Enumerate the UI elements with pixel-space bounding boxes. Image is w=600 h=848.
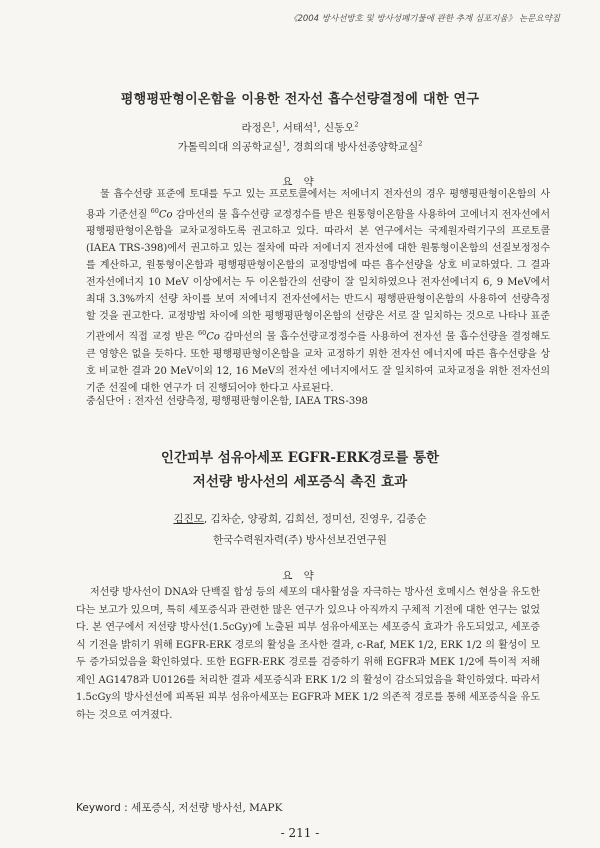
author-name: 서태석 [282,122,314,134]
affiliation-name: 가톨릭의대 의공학교실 [177,141,283,153]
keyword-label: Keyword : [76,802,132,814]
first-author: 김진모 [173,513,204,525]
author-name: 신동오 [323,122,355,134]
affiliation-name: 경희의대 방사선종양학교실 [293,141,419,153]
author-sup: 1 [271,120,277,129]
running-header: 《2004 방사선방호 및 방사성폐기물에 관한 추계 심포지움》 논문요약집 [288,14,560,24]
co-authors: , 김차순, 양광희, 김희선, 정미선, 진영우, 김종순 [203,513,427,525]
isotope-mass: 60 [150,207,159,215]
paper2-keywords [76,800,282,815]
paper1-keywords: 중심단어 : 전자선 선량측정, 평행평판형이온함, IAEA TRS-398 [86,396,368,407]
abstract-text: 감마선의 물 흡수선량교정정수를 사용하여 전자선 물 흡수선량을 결정해도 큰 영향은 없을 듯하다. 또한 평행평판형이온함을 교차 교정하기 위한 전자선 에너지에 따른 흡수선량을 상호 비교한 결과 20 MeV이외 12, 16 MeV의 전자선 에너지에서도 잘 일치하여 교차교정을 위한 전자선의 기준 선질에 대한 연구가 더 진행되어야 한다고 사료된다. [86,331,550,394]
author-sup: 2 [354,120,359,129]
page-number: - 211 - [280,826,320,840]
paper1-abstract-heading: 요 약 [282,176,318,188]
isotope-symbol: Co [158,209,173,221]
paper1-title: 평행평판형이온함을 이용한 전자선 흡수선량결정에 대한 연구 [120,92,480,107]
abstract-text: 물 흡수선량 표준에 토대를 두고 있는 프로토콜에서는 저에너지 전자선의 경우 평행평판형이온함의 사용과 기준선질 [86,189,550,221]
paper2-authors [0,511,600,526]
author-sup: 1 [313,120,318,129]
paper1-authors: 라정은$^1$, 서태석$^1$, 신동오$^2$ [241,120,359,134]
isotope-symbol: Co [206,331,220,343]
affiliation-sup: 2 [418,139,423,148]
abstract-text: 감마선의 물 흡수선량 교정정수를 받은 원통형이온함을 사용하여 고에너지 전자선에서 평행평판형이온함을 교차교정하도록 권고하고 있다. 따라서 본 연구에서는 국제원자력기구의 프로토콜(IAEA TRS-398)에서 권고하고 있는 절차에 따라 저에너지 전자선에 대한 원통형이온함의 선질보정정수를 계산하고, 원통형이온함과 평행평판형이온함의 교정방법에 따른 흡수선량을 상호 비교하였다. 그 결과 전자선에너지 10 MeV 이상에서는 두 이온함간의 선량이 잘 일치하였으나 전자선에너지 6, 9 MeV에서 최대 3.3%까지 선량 차이를 보여 저에너지 전자선에서는 반드시 평행판판형이온함의 사용하여 선량측정 할 것을 권고한다. 교정방법 차이에 의한 평행평판형이온함의 선량은 서로 잘 일치하는 것으로 나타나 표준기관에서 직접 교정 받은 [86,209,550,343]
paper2-title-line1: 인간피부 섬유아세포 EGFR-ERK경로를 통한 [160,450,440,466]
paper1-abstract [86,186,550,397]
paper2-affiliation: 한국수력원자력(주) 방사선보건연구원 [213,534,387,546]
affiliation-sup: 1 [282,139,287,148]
paper2-abstract-heading: 요 약 [282,570,318,582]
paper1-affiliations: 가톨릭의대 의공학교실$^1$, 경희의대 방사선종양학교실$^2$ [177,139,423,153]
keyword-values: 세포증식, 저선량 방사선, MAPK [131,802,283,814]
isotope-mass: 60 [197,329,207,338]
author-name: 라정은 [241,122,272,134]
paper2-title-line2: 저선량 방사선의 세포증식 촉진 효과 [192,474,408,490]
paper2-abstract: 저선량 방사선이 DNA와 단백질 합성 등의 세포의 대사활성을 자극하는 방사선 호메시스 현상을 유도한다는 보고가 있으며, 특히 세포증식과 관련한 많은 연구가 있으나 아직까지 구체적 기전에 대한 연구는 없었다. 본 연구에서 저선량 방사선(1.5cGy)에 노출된 피부 섬유아세포는 세포증식 효과가 유도되었고, 세포증식 기전을 밝히기 위해 EGFR-ERK 경로의 활성을 조사한 결과, c-Raf, MEK 1/2, ERK 1/2 의 활성이 모두 증가되었음을 확인하였다. 또한 EGFR-ERK 경로를 검증하기 위해 EGFR과 MEK 1/2에 특이적 저해제인 AG1478과 U0126를 처리한 결과 세포증식과 ERK 1/2 의 활성이 감소되었음을 확인하였다. 따라서 1.5cGy의 방사선선에 피폭된 피부 섬유아세포는 EGFR과 MEK 1/2 의존적 경로를 통해 세포증식을 유도하는 것으로 여겨졌다. [76,587,540,721]
